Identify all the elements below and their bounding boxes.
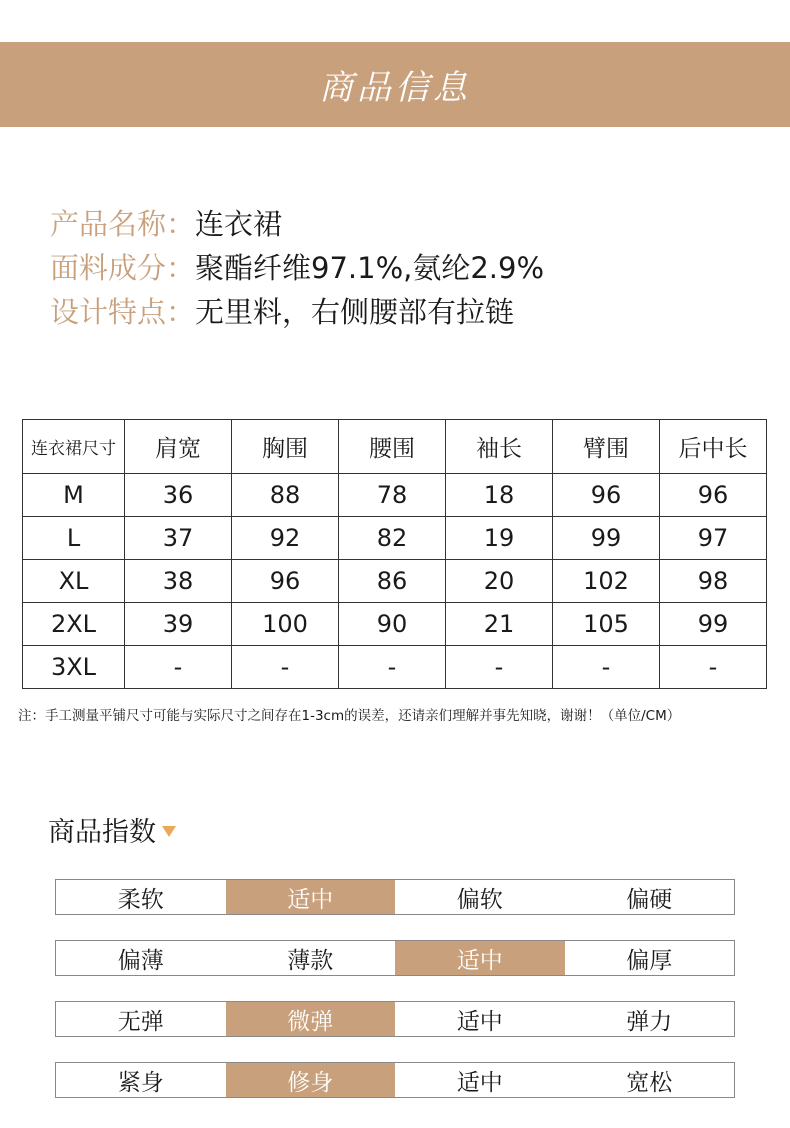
scale-option: 适中	[456, 1069, 503, 1096]
scale-option: 偏硬	[626, 886, 673, 913]
table-row	[23, 646, 767, 689]
table-row	[23, 603, 767, 646]
scale-option-selected: 修身	[226, 1063, 396, 1097]
measurement-cell: -	[660, 646, 767, 689]
measurement-cell: 92	[232, 517, 339, 560]
scale-option-selected: 微弹	[226, 1002, 396, 1036]
size-table	[22, 419, 767, 689]
info-value: 聚酯纤维97.1%,氨纶2.9%	[195, 250, 545, 285]
thickness-scale	[55, 940, 735, 976]
header-cell: 连衣裙尺寸	[23, 420, 125, 474]
measurement-cell: 19	[446, 517, 553, 560]
scale-option: 偏薄	[117, 947, 164, 974]
info-label: 面料成分：	[50, 250, 196, 285]
index-title	[48, 810, 176, 849]
header-cell: 后中长	[660, 420, 767, 474]
size-table-header	[23, 420, 767, 474]
header-banner	[0, 42, 790, 127]
measurement-cell: 96	[232, 560, 339, 603]
measurement-cell: 99	[660, 603, 767, 646]
elasticity-scale	[55, 1001, 735, 1037]
banner-title: 商品信息	[319, 68, 471, 108]
measurement-cell: -	[232, 646, 339, 689]
scale-option: 偏软	[456, 886, 503, 913]
measurement-cell: -	[553, 646, 660, 689]
fit-scale	[55, 1062, 735, 1098]
scale-option: 紧身	[117, 1069, 164, 1096]
table-row	[23, 474, 767, 517]
measurement-cell: 100	[232, 603, 339, 646]
scale-option: 偏厚	[626, 947, 673, 974]
info-row-fabric	[50, 244, 544, 288]
measurement-cell: 78	[339, 474, 446, 517]
table-row	[23, 560, 767, 603]
measurement-cell: 82	[339, 517, 446, 560]
measurement-cell: 99	[553, 517, 660, 560]
header-cell: 肩宽	[125, 420, 232, 474]
info-label: 设计特点：	[50, 294, 196, 329]
measurement-cell: 39	[125, 603, 232, 646]
measurement-cell: 21	[446, 603, 553, 646]
header-cell: 臂围	[553, 420, 660, 474]
measurement-cell: -	[339, 646, 446, 689]
header-cell: 胸围	[232, 420, 339, 474]
measurement-cell: 36	[125, 474, 232, 517]
header-cell: 袖长	[446, 420, 553, 474]
measurement-cell: 102	[553, 560, 660, 603]
measurement-cell: 38	[125, 560, 232, 603]
softness-scale	[55, 879, 735, 915]
measurement-cell: 105	[553, 603, 660, 646]
scale-option-selected: 适中	[226, 880, 396, 914]
info-label: 产品名称：	[50, 206, 196, 241]
product-info	[50, 200, 544, 332]
measurement-cell: 98	[660, 560, 767, 603]
info-value: 无里料，右侧腰部有拉链	[195, 294, 515, 329]
measurement-cell: 96	[660, 474, 767, 517]
info-row-design	[50, 288, 544, 332]
measurement-cell: -	[125, 646, 232, 689]
size-label-cell: M	[23, 474, 125, 517]
header-cell: 腰围	[339, 420, 446, 474]
scale-option: 适中	[456, 1008, 503, 1035]
info-value: 连衣裙	[195, 206, 283, 241]
scale-option-selected: 适中	[395, 941, 565, 975]
measurement-cell: 20	[446, 560, 553, 603]
measurement-cell: 97	[660, 517, 767, 560]
measurement-cell: -	[446, 646, 553, 689]
measurement-cell: 90	[339, 603, 446, 646]
triangle-down-icon	[162, 826, 176, 837]
size-label-cell: 3XL	[23, 646, 125, 689]
size-label-cell: XL	[23, 560, 125, 603]
size-label-cell: 2XL	[23, 603, 125, 646]
scale-option: 无弹	[117, 1008, 164, 1035]
measurement-note: 注：手工测量平铺尺寸可能与实际尺寸之间存在1-3cm的误差，还请亲们理解并事先知晓，谢谢！（单位/CM）	[18, 708, 681, 724]
scale-option: 宽松	[626, 1069, 673, 1096]
measurement-cell: 96	[553, 474, 660, 517]
scale-option: 薄款	[287, 947, 334, 974]
measurement-cell: 18	[446, 474, 553, 517]
table-row	[23, 517, 767, 560]
measurement-cell: 88	[232, 474, 339, 517]
measurement-cell: 37	[125, 517, 232, 560]
measurement-cell: 86	[339, 560, 446, 603]
size-label-cell: L	[23, 517, 125, 560]
scale-option: 柔软	[117, 886, 164, 913]
info-row-name	[50, 200, 544, 244]
index-title-text: 商品指数	[48, 817, 156, 848]
scale-option: 弹力	[626, 1008, 673, 1035]
